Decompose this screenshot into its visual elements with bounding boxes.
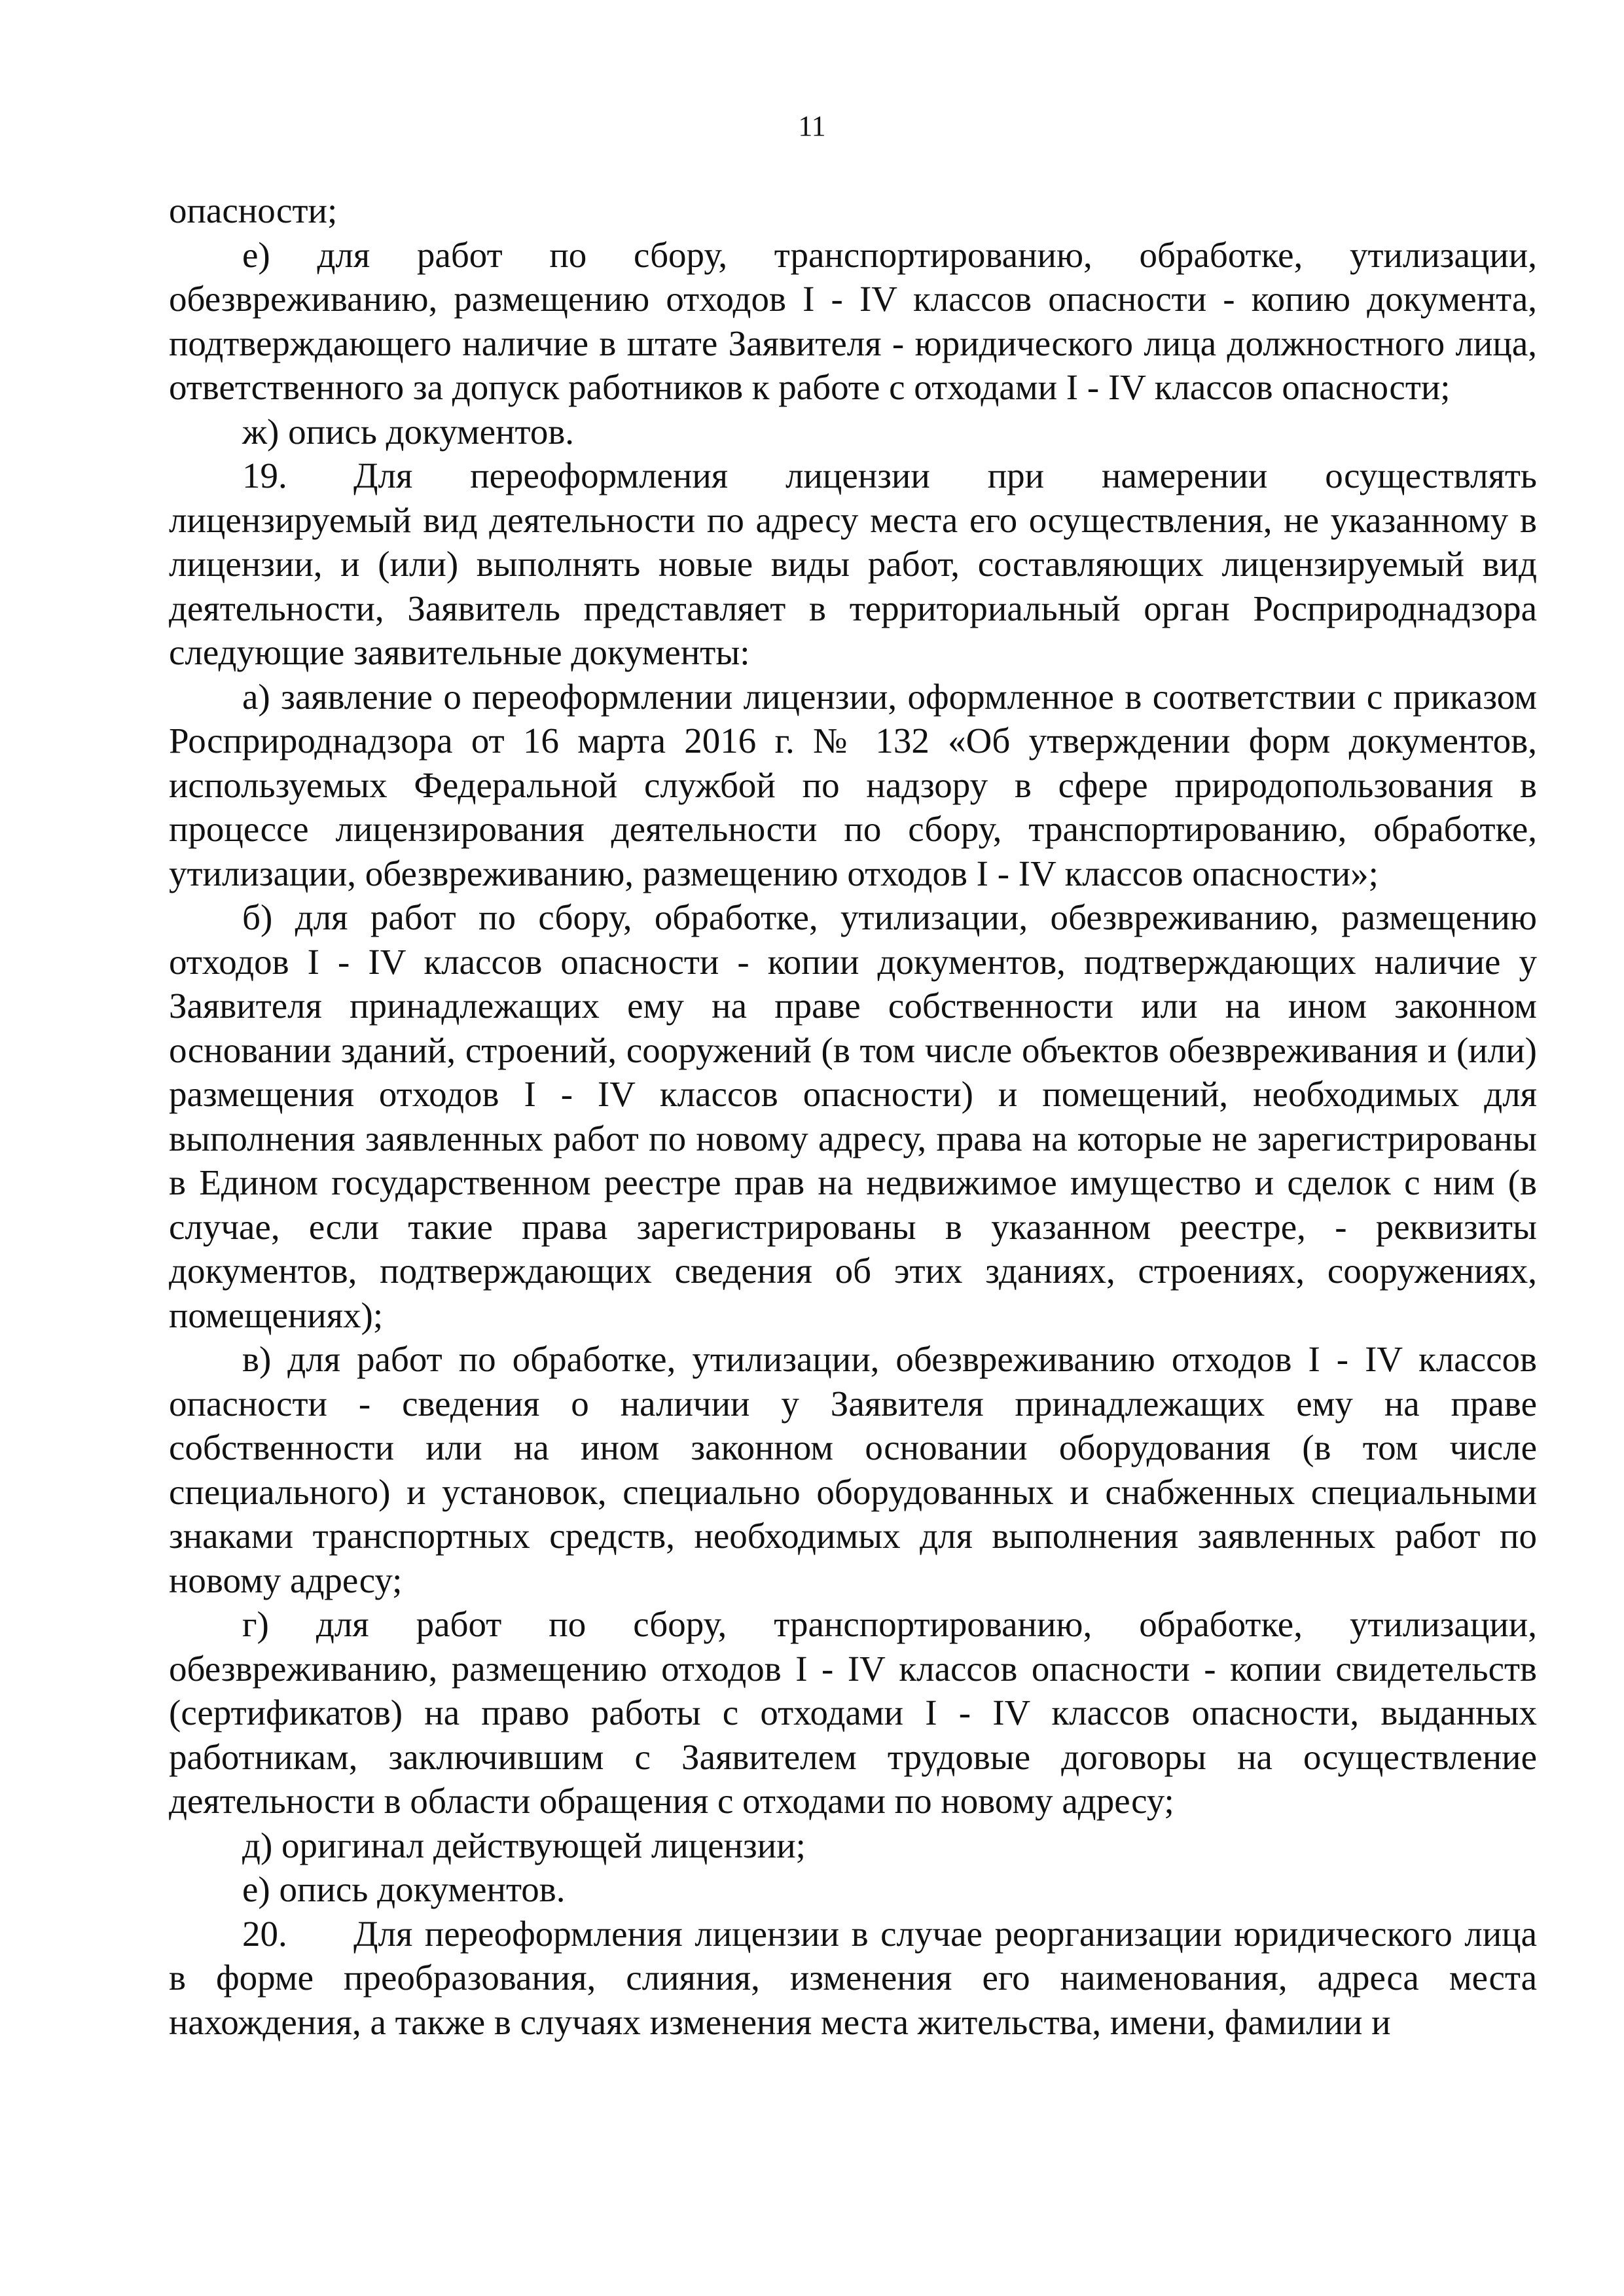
paragraph-text: е) опись документов. xyxy=(242,1869,566,1909)
paragraph-item-b xyxy=(169,895,1537,1337)
paragraph-clause-19 xyxy=(169,454,1537,675)
page-number: 11 xyxy=(798,110,826,142)
paragraph-text: е) для работ по сбору, транспортированию, обработке, утилизации, обезвреживанию, размещению отходов I - IV классов опасности - копию документа, подтверждающего наличие в штате Заявителя - юридического лица должностного лица, ответственного за допуск работников к работе с отходами I - IV классов опасности; xyxy=(169,234,1537,407)
paragraph-text: д) оригинал действующей лицензии; xyxy=(242,1825,806,1865)
paragraph-text: ж) опись документов. xyxy=(242,411,575,452)
clause-number: 19. xyxy=(242,456,287,495)
paragraph-text: а) заявление о переоформлении лицензии, оформленное в соответствии с приказом Росприроднадзора от 16 марта 2016 г. № 132 «Об утверждении форм документов, используемых Федеральной службой по надзору в сфере природопользования в процессе лицензирования деятельности по сбору, транспортированию, обработке, утилизации, обезвреживанию, размещению отходов I - IV классов опасности»; xyxy=(169,676,1537,893)
paragraph-item-a xyxy=(169,675,1537,896)
paragraph-item-g xyxy=(169,1602,1537,1823)
paragraph-item-v xyxy=(169,1337,1537,1602)
paragraph-text: Для переоформления лицензии при намерении осуществлять лицензируемый вид деятельности по адресу места его осуществления, не указанному в лицензии, и (или) выполнять новые виды работ, составляющих лицензируемый вид деятельности, Заявитель представляет в территориальный орган Росприроднадзора следующие заявительные документы: xyxy=(169,456,1537,672)
paragraph-item-zh xyxy=(169,410,1537,454)
paragraph-continuation: опасности; xyxy=(169,190,338,230)
paragraph-text: г) для работ по сбору, транспортированию, обработке, утилизации, обезвреживанию, размещению отходов I - IV классов опасности - копии свидетельств (сертификатов) на право работы с отходами I - IV классов опасности, выданных работникам, заключившим с Заявителем трудовые договоры на осуществление деятельности в области обращения с отходами по новому адресу; xyxy=(169,1604,1537,1821)
paragraph-clause-20 xyxy=(169,1912,1537,2045)
clause-number: 20. xyxy=(242,1913,287,1954)
paragraph-text: в) для работ по обработке, утилизации, обезвреживанию отходов I - IV классов опасности - сведения о наличии у Заявителя принадлежащих ему на праве собственности или на ином законном основании оборудования (в том числе специального) и установок, специально оборудованных и снабженных специальными знаками транспортных средств, необходимых для выполнения заявленных работ по новому адресу; xyxy=(169,1339,1537,1600)
paragraph-text: б) для работ по сбору, обработке, утилизации, обезвреживанию, размещению отходов I - IV классов опасности - копии документов, подтверждающих наличие у Заявителя принадлежащих ему на праве собственности или на ином законном основании зданий, строений, сооружений (в том числе объектов обезвреживания и (или) размещения отходов I - IV классов опасности) и помещений, необходимых для выполнения заявленных работ по новому адресу, права на которые не зарегистрированы в Едином государственном реестре прав на недвижимое имущество и сделок с ним (в случае, если такие права зарегистрированы в указанном реестре, - реквизиты документов, подтверждающих сведения об этих зданиях, строениях, сооружениях, помещениях); xyxy=(169,897,1537,1335)
paragraph-text: Для переоформления лицензии в случае реорганизации юридического лица в форме преобразования, слияния, изменения его наименования, адреса места нахождения, а также в случаях изменения места жительства, имени, фамилии и xyxy=(169,1913,1537,2042)
paragraph-item-e2 xyxy=(169,1867,1537,1912)
document-body xyxy=(169,188,1537,2044)
paragraph-item-e xyxy=(169,233,1537,410)
paragraph-item-d xyxy=(169,1823,1537,1868)
